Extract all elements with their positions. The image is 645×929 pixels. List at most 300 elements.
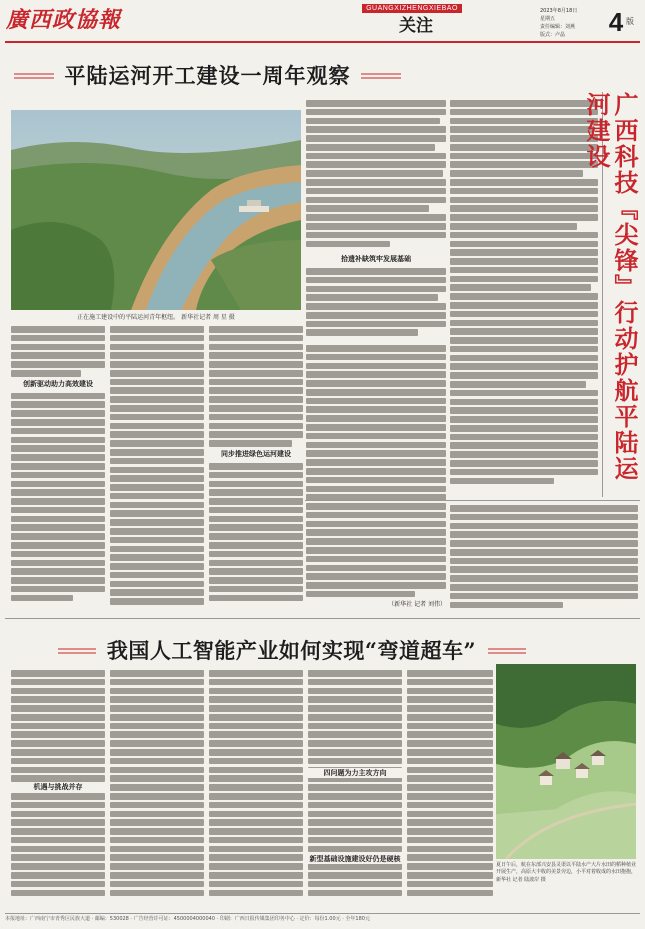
text-line [450,223,577,230]
text-line [209,819,303,826]
text-line [450,584,638,591]
section-band: GUANGXIZHENGXIEBAO [362,4,462,13]
text-line [407,819,493,826]
text-line [407,775,493,782]
text-line [11,577,105,584]
text-line [306,329,418,336]
text-line [450,205,598,212]
text-line [110,837,204,844]
text-line [306,371,446,378]
text-line [11,863,105,870]
article-2-vertical-headline: 广西科技『尖锋』行动护航平陆运河建设 [582,92,639,482]
text-line [11,811,105,818]
text-line [306,223,446,230]
text-line [11,472,105,479]
text-line [209,828,303,835]
text-line [11,393,105,400]
article-3-subhead-3: 新型基础设施建设好仍是硬核 [309,854,401,863]
text-line [308,670,402,677]
text-line [450,311,598,318]
text-line [407,705,493,712]
text-line [209,551,303,558]
canal-photo-caption: 正在施工建设中的平陆运河青年枢纽。 新华社记者 周 星 摄 [77,314,235,321]
text-line [407,890,493,897]
text-line [11,516,105,523]
text-line [407,670,493,677]
text-line [11,445,105,452]
text-line [209,481,303,488]
text-line [308,872,402,879]
text-line [308,784,402,791]
text-line [306,406,446,413]
canal-photo [11,110,301,310]
text-line [407,881,493,888]
rice-field-photo-caption: 夏日午后，航在东部兴安县灵渠以平陆水产大片水田的稻种植业开展生产，高原大丰收的美景旁边，小平对着收成的水田抱抱，新华社 记者 陆波岸 摄 [496,862,637,883]
article-3-subhead-1: 机遇与挑战并存 [11,782,105,792]
text-line [306,538,446,545]
text-line [110,423,204,430]
text-line [450,232,598,239]
text-line [11,361,105,368]
text-line [11,419,105,426]
text-line [110,828,204,835]
text-line [306,188,446,195]
text-line [110,326,204,333]
text-line [209,352,303,359]
issue-info [540,7,610,39]
text-line [209,335,303,342]
text-line [110,589,204,596]
text-line [11,524,105,531]
rice-field-photo-image [496,664,636,859]
text-line [11,551,105,558]
text-line [450,407,598,414]
text-line [306,521,446,528]
text-line [306,415,446,422]
text-line [110,572,204,579]
text-line [110,344,204,351]
text-line [306,153,446,160]
text-line [11,881,105,888]
article-1-text-top-b [306,252,446,342]
text-line [209,568,303,575]
text-line [209,863,303,870]
text-line [306,529,446,536]
headline-deco-right [361,71,401,81]
article-2-text [450,505,638,615]
text-line [110,493,204,500]
text-line [306,179,446,186]
text-line [110,563,204,570]
text-line [450,575,638,582]
text-line [306,433,446,440]
issue-date: 2023年8月18日 [540,8,578,14]
text-line [11,872,105,879]
article-3-text-col-2 [110,670,204,908]
text-line [209,440,292,447]
text-line [308,714,402,721]
text-line [209,542,303,549]
text-line [308,749,402,756]
text-line [110,793,204,800]
article-3-text-col-4 [308,670,402,908]
text-line [209,595,303,602]
section-name: 关注 [399,16,433,36]
text-line [306,109,446,116]
text-line [110,705,204,712]
text-line [306,468,446,475]
text-line [407,740,493,747]
article-1-text-top-a [306,100,446,250]
text-line [306,459,446,466]
text-line [110,758,204,765]
text-line [306,303,446,310]
text-line [306,100,446,107]
text-line [11,819,105,826]
text-line [450,469,598,476]
text-line [407,863,493,870]
text-line [110,519,204,526]
text-line [450,320,598,327]
text-line [110,819,204,826]
text-line [407,758,493,765]
text-line [209,423,303,430]
text-line [209,775,303,782]
page-number: 4 [608,7,624,37]
article-1-text-col-1 [11,326,105,614]
text-line [110,449,204,456]
text-line [110,890,204,897]
text-line [450,602,563,609]
text-line [209,524,303,531]
text-line [209,489,303,496]
text-line [306,582,446,589]
article-3-text-col-3 [209,670,303,908]
article-1-subhead-2: 同步推进绿色运河建设 [221,448,291,458]
text-line [209,560,303,567]
text-line [306,354,446,361]
text-line [450,505,638,512]
text-line [450,451,598,458]
text-line [209,802,303,809]
text-line [308,688,402,695]
text-line [11,723,105,730]
text-line [450,144,598,151]
text-line [306,214,446,221]
text-line [110,405,204,412]
text-line [11,586,105,593]
text-line [110,502,204,509]
text-line [407,784,493,791]
text-line [450,153,598,160]
text-line [110,431,204,438]
text-line [407,688,493,695]
article-3-subhead-2: 四问题为力主攻方向 [308,768,402,778]
text-line [450,593,638,600]
article-1-text-col-4 [306,345,446,615]
article-1-text-col-2 [110,326,204,614]
article-1-byline: （新华社 记者 刘伟） [388,600,446,608]
text-line [308,846,402,853]
text-line [407,828,493,835]
text-line [11,463,105,470]
text-line [209,793,303,800]
text-line [306,398,446,405]
text-line [209,326,303,333]
text-line [306,363,446,370]
text-line [11,749,105,756]
text-line [450,399,598,406]
article-1-subhead-1: 创新驱动助力高效建设 [23,378,93,388]
text-line [209,387,303,394]
text-line [11,837,105,844]
text-line [306,573,446,580]
text-line [450,381,586,388]
text-line [450,460,598,467]
issue-editor: 责任编辑：刘燕 [540,24,576,30]
text-line [308,819,402,826]
article-1-text-col-3 [209,326,303,614]
text-line [450,558,638,565]
text-line [11,352,105,359]
text-line [11,410,105,417]
text-line [209,749,303,756]
text-line [209,463,303,470]
text-line [450,267,598,274]
text-line [306,277,446,284]
text-line [450,549,638,556]
text-line [110,670,204,677]
text-line [450,302,598,309]
text-line [308,696,402,703]
text-line [110,863,204,870]
text-line [450,179,598,186]
text-line [110,484,204,491]
text-line [306,321,446,328]
text-line [110,475,204,482]
text-line [306,345,446,352]
text-line [450,346,598,353]
article-1-subhead-3: 拾遗补缺筑牢发展基础 [341,254,411,263]
text-line [308,758,402,765]
text-line [306,450,446,457]
text-line [450,390,598,397]
text-line [11,370,81,377]
text-line [11,688,105,695]
text-line [209,344,303,351]
text-line [209,705,303,712]
text-line [110,846,204,853]
text-line [450,540,638,547]
text-line [110,872,204,879]
rice-field-photo [496,664,636,859]
text-line [407,811,493,818]
text-line [308,731,402,738]
text-line [110,688,204,695]
text-line [450,170,583,177]
text-line [306,312,446,319]
text-line [11,481,105,488]
text-line [308,863,402,870]
page-footer: 本报地址：广西南宁市青秀区民族大道 · 邮编：530028 · 广告经营许可证：4500004000040 · 印刷：广西日报传媒集团印务中心 · 定价：每份1.00元 · 全年180元 [5,913,640,925]
text-line [209,837,303,844]
text-line [110,335,204,342]
canal-photo-image [11,110,301,310]
text-line [306,380,446,387]
text-line [450,258,598,265]
text-line [110,731,204,738]
text-line [407,714,493,721]
text-line [110,811,204,818]
text-line [11,401,105,408]
text-line [209,379,303,386]
text-line [306,232,446,239]
text-line [209,431,303,438]
text-line [209,872,303,879]
text-line [450,478,554,485]
text-line [110,352,204,359]
text-line [306,442,446,449]
article-3-text-col-5 [407,670,493,908]
text-line [308,881,402,888]
text-line [407,679,493,686]
text-line [11,670,105,677]
text-line [110,379,204,386]
text-line [306,486,446,493]
text-line [308,740,402,747]
text-line [11,696,105,703]
text-line [308,679,402,686]
text-line [450,337,598,344]
text-line [306,565,446,572]
text-line [450,328,598,335]
text-line [110,510,204,517]
text-line [450,100,598,107]
text-line [209,670,303,677]
text-line [110,854,204,861]
text-line [450,425,598,432]
text-line [450,363,598,370]
text-line [209,361,303,368]
text-line [11,846,105,853]
text-line [306,144,435,151]
text-line [110,714,204,721]
text-line [209,679,303,686]
text-line [11,498,105,505]
text-line [306,389,446,396]
text-line [110,881,204,888]
text-line [407,723,493,730]
text-line [11,714,105,721]
text-line [209,498,303,505]
text-line [306,118,440,125]
text-line [450,135,598,142]
text-line [306,205,429,212]
text-line [308,828,402,835]
text-line [11,758,105,765]
text-line [209,758,303,765]
text-line [209,405,303,412]
text-line [308,705,402,712]
text-line [209,890,303,897]
text-line [11,854,105,861]
issue-weekday: 星期五 [540,16,556,22]
text-line [11,560,105,567]
text-line [11,344,105,351]
text-line [110,696,204,703]
text-line [110,679,204,686]
text-line [308,802,402,809]
text-line [110,387,204,394]
masthead-rule [5,41,640,43]
text-line [450,241,598,248]
text-line [209,696,303,703]
text-line [209,370,303,377]
text-line [209,516,303,523]
text-line [450,214,598,221]
text-line [110,767,204,774]
text-line [407,731,493,738]
text-line [306,477,446,484]
text-line [306,591,415,598]
text-line [209,723,303,730]
headline-2-deco-right [488,646,526,656]
text-line [11,705,105,712]
text-line [11,775,105,782]
text-line [407,837,493,844]
text-line [308,811,402,818]
text-line [209,846,303,853]
text-line [450,293,598,300]
headline-2-deco-left [58,646,96,656]
text-line [209,414,303,421]
text-line [11,731,105,738]
text-line [11,542,105,549]
text-line [11,454,105,461]
text-line [209,396,303,403]
text-line [11,437,105,444]
text-line [110,802,204,809]
text-line [11,507,105,514]
text-line [306,294,438,301]
text-line [450,118,598,125]
text-line [11,828,105,835]
text-line [11,335,105,342]
text-line [450,126,594,133]
text-line [110,361,204,368]
text-line [308,723,402,730]
text-line [306,161,446,168]
text-line [306,512,446,519]
text-line [450,416,598,423]
text-line [407,793,493,800]
text-line [306,556,446,563]
text-line [450,523,638,530]
text-line [306,286,446,293]
text-line [209,767,303,774]
text-line [110,598,204,605]
text-line [110,554,204,561]
text-line [306,241,390,248]
text-line [11,679,105,686]
text-line [209,507,303,514]
text-line [11,489,105,496]
text-line [11,326,105,333]
text-line [450,197,598,204]
text-line [11,793,105,800]
text-line [110,414,204,421]
text-line [407,696,493,703]
